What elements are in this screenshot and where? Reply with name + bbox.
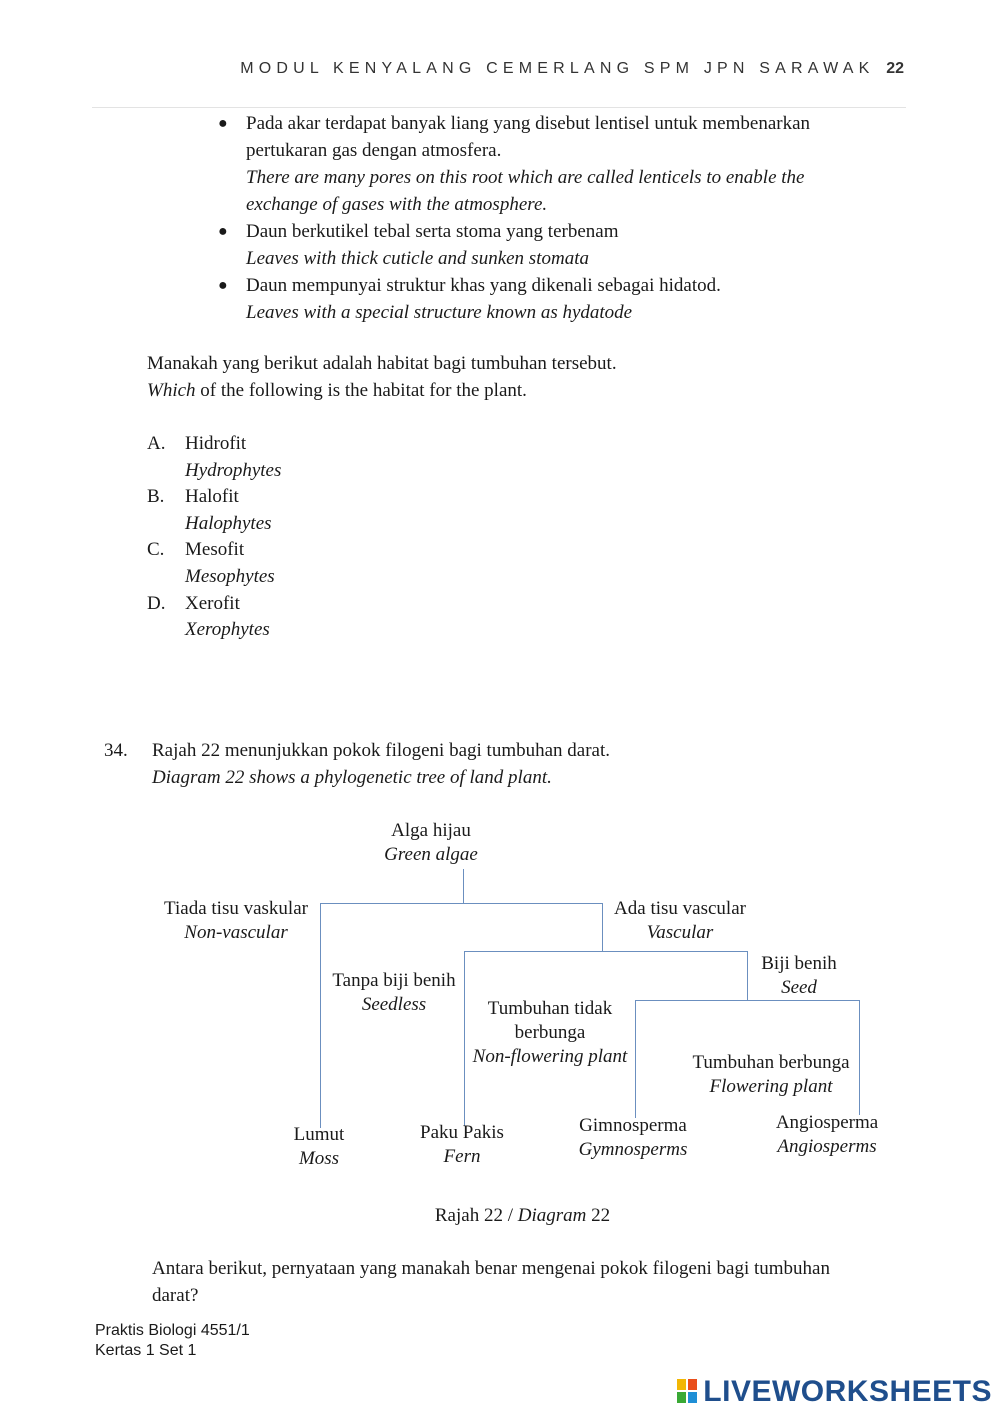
question-text-ms: Manakah yang berikut adalah habitat bagi tumbuhan tersebut. [147, 353, 617, 374]
node-label-ms: Biji benih [761, 953, 837, 974]
option-text-en: Halophytes [185, 512, 272, 534]
question-text-en-rest: of the following is the habitat for the plant. [195, 380, 527, 401]
node-label-en: Vascular [646, 922, 714, 943]
question-text-en: Diagram 22 shows a phylogenetic tree of land plant. [152, 767, 552, 788]
tree-node-nonvascular [136, 897, 336, 945]
list-item [218, 110, 878, 218]
tree-node-nonflowering [450, 997, 650, 1069]
diagram-caption [0, 1202, 1000, 1229]
prompt-text: darat? [152, 1285, 199, 1306]
node-label-ms: Tanpa biji benih [332, 970, 456, 991]
answer-option-c[interactable] [147, 537, 281, 590]
header-divider [92, 107, 906, 108]
node-label-ms: Lumut [293, 1124, 345, 1145]
option-text-ms: Hidrofit [185, 433, 247, 454]
node-label-en: Fern [443, 1146, 481, 1167]
list-item [218, 272, 878, 326]
tree-line [464, 951, 748, 952]
question-34-prompt [152, 1255, 882, 1309]
liveworksheets-logo[interactable] [677, 1375, 992, 1409]
tree-line [463, 869, 464, 903]
bullet-icon: ● [218, 115, 228, 132]
question-text-en-italic: Which [147, 380, 196, 401]
bullet-text-en: There are many pores on this root which are called lenticels to enable the [246, 167, 805, 188]
question-33-options [147, 431, 281, 644]
liveworksheets-logo-text: LIVEWORKSHEETS [703, 1375, 992, 1408]
node-label-en: Flowering plant [709, 1076, 833, 1097]
answer-option-a[interactable] [147, 431, 281, 484]
tree-line [320, 903, 603, 904]
option-text-ms: Halofit [185, 486, 239, 508]
option-letter: C. [147, 539, 165, 561]
bullet-text-en: Leaves with a special structure known as hydatode [246, 302, 633, 323]
option-letter: D. [147, 592, 166, 614]
tree-leaf-fern [392, 1121, 532, 1169]
node-label-ms: Tumbuhan berbunga [692, 1052, 850, 1073]
option-letter: A. [147, 433, 166, 454]
bullet-text-ms: Pada akar terdapat banyak liang yang disebut lentisel untuk membenarkan [246, 113, 811, 134]
question-33-stem [147, 350, 617, 404]
node-label-ms: berbunga [514, 1022, 586, 1043]
tree-node-seed [729, 952, 869, 1000]
bullet-text-ms: Daun berkutikel tebal serta stoma yang terbenam [246, 221, 619, 242]
liveworksheets-logo-icon [677, 1379, 699, 1405]
bullet-text-ms: pertukaran gas dengan atmosfera. [246, 140, 502, 161]
tree-line [635, 1000, 860, 1001]
question-text-ms: Rajah 22 menunjukkan pokok filogeni bagi tumbuhan darat. [152, 740, 611, 761]
node-label-ms: Ada tisu vascular [614, 898, 746, 919]
node-label-en: Green algae [384, 844, 478, 865]
option-text-en: Hydrophytes [185, 459, 282, 481]
node-label-en: Non-flowering plant [472, 1046, 628, 1067]
prompt-text: Antara berikut, pernyataan yang manakah benar mengenai pokok filogeni bagi tumbuhan [152, 1258, 830, 1279]
node-label-en: Moss [298, 1148, 340, 1169]
question-34-stem [152, 737, 610, 791]
caption-number: 22 [591, 1205, 611, 1226]
node-label-ms: Angiosperma [775, 1112, 879, 1133]
node-label-en: Non-vascular [184, 922, 288, 943]
caption-ms: Rajah 22 / [434, 1205, 513, 1226]
option-text-ms: Mesofit [185, 539, 245, 561]
footer-line: Kertas 1 Set 1 [95, 1342, 197, 1359]
bullet-icon: ● [218, 223, 228, 240]
node-label-en: Seed [781, 977, 817, 998]
bullet-text-en: Leaves with thick cuticle and sunken stomata [246, 248, 589, 269]
question-34-number: 34. [104, 740, 128, 761]
page-header [240, 60, 904, 78]
tree-node-vascular [580, 897, 780, 945]
answer-option-d[interactable] [147, 591, 281, 644]
option-text-en: Mesophytes [185, 565, 275, 587]
node-label-en: Angiosperms [777, 1136, 877, 1157]
bullet-icon: ● [218, 277, 228, 294]
node-label-ms: Tumbuhan tidak [487, 998, 613, 1019]
list-item [218, 218, 878, 272]
page-footer [95, 1321, 250, 1361]
node-label-ms: Tiada tisu vaskular [164, 898, 308, 919]
tree-node-green-algae [331, 819, 531, 867]
tree-node-flowering [671, 1051, 871, 1099]
bullet-text-ms: Daun mempunyai struktur khas yang dikenali sebagai hidatod. [246, 275, 721, 296]
page-number: 22 [886, 60, 904, 77]
node-label-ms: Alga hijau [391, 820, 471, 841]
node-label-ms: Paku Pakis [420, 1122, 504, 1143]
bullet-text-en: exchange of gases with the atmosphere. [246, 194, 548, 215]
answer-option-b[interactable] [147, 484, 281, 537]
tree-leaf-moss [259, 1123, 379, 1171]
node-label-en: Gymnosperms [578, 1139, 688, 1160]
characteristics-list [218, 110, 878, 326]
caption-en: Diagram [517, 1205, 587, 1226]
header-title: MODUL KENYALANG CEMERLANG SPM JPN SARAWAK [240, 60, 875, 77]
question-text-en [147, 377, 617, 404]
node-label-ms: Gimnosperma [579, 1115, 687, 1136]
option-text-ms: Xerofit [185, 592, 240, 614]
option-text-en: Xerophytes [185, 619, 270, 641]
footer-line: Praktis Biologi 4551/1 [95, 1322, 250, 1339]
node-label-en: Seedless [361, 994, 427, 1015]
tree-leaf-gymnosperms [553, 1114, 713, 1162]
option-letter: B. [147, 486, 165, 508]
tree-leaf-angiosperms [747, 1111, 907, 1159]
